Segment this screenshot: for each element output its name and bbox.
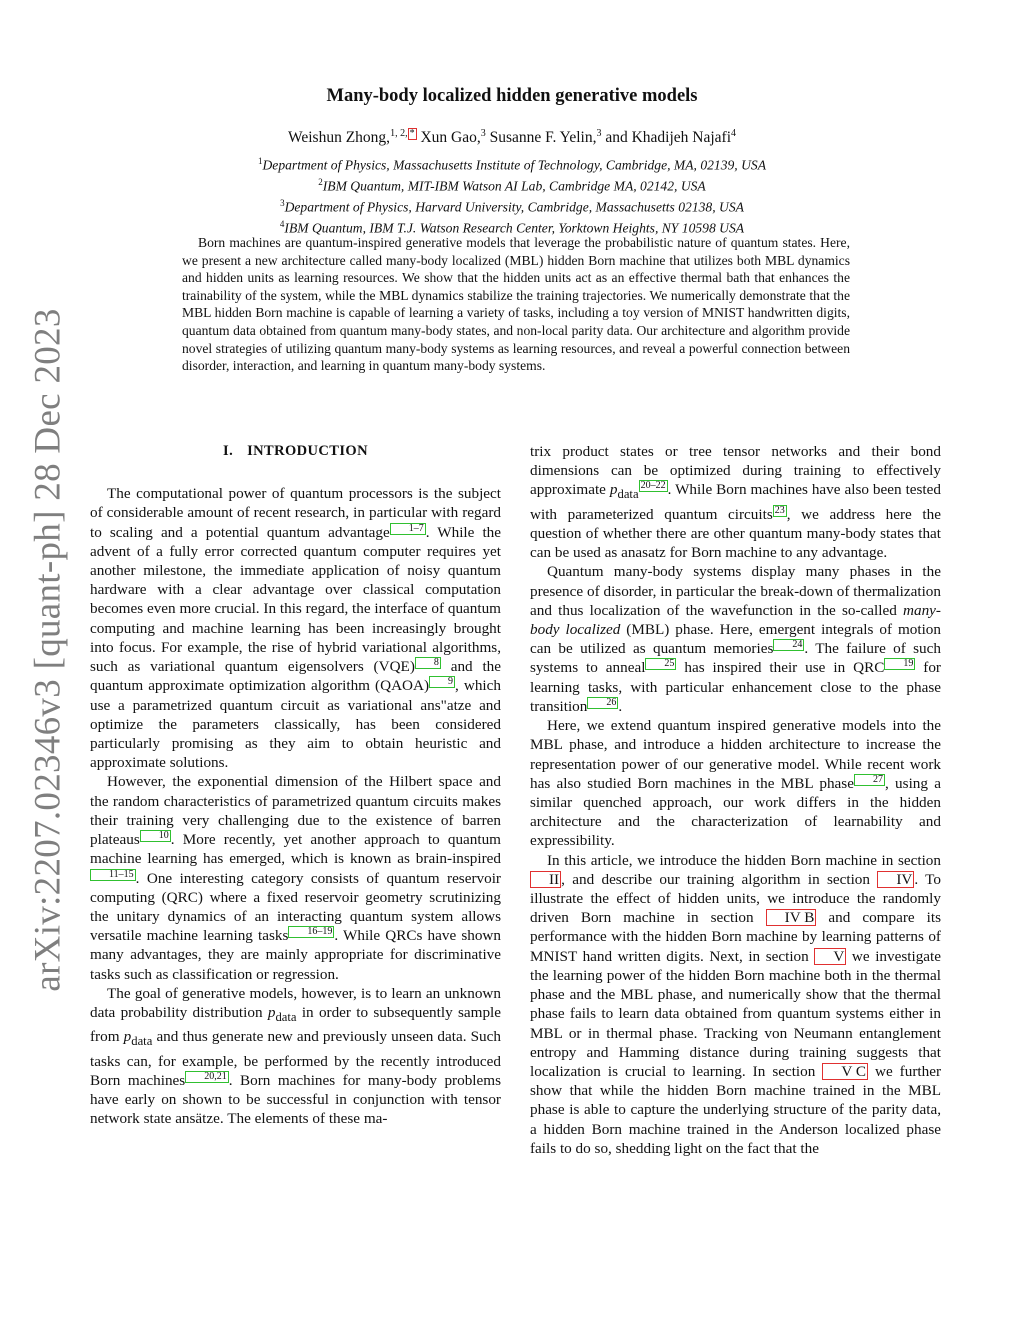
affiliation-line xyxy=(0,195,1024,216)
section-link[interactable]: V xyxy=(814,948,846,965)
text-run: , using a similar quenched approach, our work differs in the hidden architecture and the characterization of learnability and expressibility. xyxy=(530,774,942,850)
author-list xyxy=(0,128,1024,147)
emphasis-text: many-body localized xyxy=(530,601,941,638)
text-run: . More recently, yet another approach to quantum machine learning has emerged, which is known as brain-inspired xyxy=(90,831,501,868)
affiliation-sup: 4 xyxy=(279,219,285,230)
affiliation-line xyxy=(0,153,1024,174)
text-run: . The failure of such systems to anneal xyxy=(530,640,941,677)
text-run: Quantum many-body systems display many phases in the presence of disorder, in particular the break-down of thermalization and thus localization of the wavefunction in the so-called xyxy=(530,563,941,619)
affiliation-text: IBM Quantum, MIT-IBM Watson AI Lab, Cambridge MA, 02142, USA xyxy=(322,178,706,194)
corresponding-author-link[interactable]: * xyxy=(409,128,415,139)
author-name: Susanne F. Yelin, xyxy=(485,129,597,147)
text-run: in order to subsequently sample from xyxy=(90,1004,501,1046)
arxiv-stamp-container xyxy=(18,308,78,992)
author-name: Xun Gao, xyxy=(416,129,481,147)
affiliation-sup: 3 xyxy=(280,198,285,209)
citation-link[interactable]: 1–7 xyxy=(390,523,426,535)
citation-link[interactable]: 20–22 xyxy=(640,480,666,492)
author-affil-sup: 1, 2, xyxy=(390,128,408,139)
section-link[interactable]: II xyxy=(530,871,561,888)
affiliation-sup: 1 xyxy=(257,156,263,166)
text-run: However, the exponential dimension of the Hilbert space and the random characteristics of parametrized quantum circuits makes their training very challenging due to the existence of barren plateaus xyxy=(90,773,501,849)
citation-link[interactable]: 16–19 xyxy=(288,926,334,938)
text-run: The computational power of quantum processors is the subject of considerable amount of recent research, in particular with regard to scaling and a potential quantum advantage xyxy=(90,485,501,541)
text-run: , and describe our training algorithm in section xyxy=(561,870,878,888)
text-run: we investigate the learning power of the hidden Born machine both in the thermal phase and the MBL phase, and numerically show that the thermal phase fails to learn data obtained from quantum systems either in MBL or in thermal phase. Tracking von Neumann entanglement entropy and Hamming distance during training suggests that localization is crucial to learning. In section xyxy=(530,947,941,1080)
section-title: INTRODUCTION xyxy=(247,443,368,459)
affiliation-text: Department of Physics, Massachusetts Institute of Technology, Cambridge, MA, 02139, USA xyxy=(262,157,767,173)
text-run: and thus generate new and previously unseen data. Such tasks can, for example, be performed by the recently introduced Born machines xyxy=(90,1028,501,1089)
left-column xyxy=(90,442,501,1128)
paragraph xyxy=(90,984,501,1129)
text-run: (MBL) phase. Here, emergent integrals of motion can be utilized as quantum memories xyxy=(530,620,941,658)
math-symbol: p xyxy=(609,481,618,499)
citation-link[interactable]: 26 xyxy=(587,697,618,709)
math-symbol: p xyxy=(123,1028,132,1046)
paragraph xyxy=(90,484,501,772)
paragraph xyxy=(530,716,941,850)
author-name: and Khadijeh Najafi xyxy=(601,129,732,147)
paragraph xyxy=(90,772,501,983)
affiliation-list xyxy=(0,153,1024,238)
text-run: In this article, we introduce the hidden Born machine in section xyxy=(547,851,941,869)
math-subscript: data xyxy=(131,1034,153,1049)
citation-link[interactable]: 27 xyxy=(854,774,885,786)
text-run: we further show that while the hidden Born machine trained in the MBL phase is able to capture the underlying structure of the parity data, a hidden Born machine trained in the Anderson localized phase fails to do so, shedding light on the fact that the xyxy=(530,1062,942,1157)
right-column xyxy=(530,442,941,1158)
abstract: Born machines are quantum-inspired generative models that leverage the probabilistic nature of quantum states. Here, we present a new architecture called many-body localized (MBL) hidden Born machine that utilizes both MBL dynamics and hidden units as learning resources. We show that the hidden units act as an effective thermal bath that enhances the trainability of the system, while the MBL dynamics stabilize the training trajectories. We numerically demonstrate that the MBL hidden Born machine is capable of learning a variety of tasks, including a toy version of MNIST handwritten digits, quantum data obtained from quantum many-body states, and non-local parity data. Our architecture and algorithm provide novel strategies of utilizing quantum many-body systems as learning resources, and reveal a powerful connection between disorder, interaction, and learning in quantum many-body systems. xyxy=(182,235,850,374)
text-run: . One interesting category consists of quantum reservoir computing (QRC) where a fixed reservoir geometry scrutinizing the unitary dynamics of an interacting quantum system allows versatile machine learning tasks xyxy=(90,869,501,945)
text-run: . To illustrate the effect of hidden units, we introduce the randomly driven Born machine in section xyxy=(530,870,941,927)
text-run: . While the advent of a fully error corrected quantum computer requires yet another milestone, the immediate application of noisy quantum hardware with a clear advantage over classical computation becomes even more crucial. In this regard, the interface of quantum computing and machine learning has been increasingly brought into focus. For example, the rise of hybrid variational algorithms, such as variational quantum eigensolvers (VQE) xyxy=(90,523,502,676)
text-run: . xyxy=(618,697,623,715)
text-run: . Born machines for many-body problems have early on shown to be successful in conjunction with tensor network state ansätze. The elements of these ma- xyxy=(90,1071,501,1128)
math-subscript: data xyxy=(275,1010,297,1025)
text-run: has inspired their use in QRC xyxy=(676,659,885,677)
paragraph xyxy=(530,562,941,716)
citation-link[interactable]: 23 xyxy=(774,504,785,516)
text-run: The goal of generative models, however, is to learn an unknown data probability distribution xyxy=(90,984,501,1022)
section-link[interactable]: V C xyxy=(822,1063,868,1080)
paragraph xyxy=(530,851,941,1158)
text-run: for learning tasks, with particular enhancement close to the phase transition xyxy=(530,659,941,715)
affiliation-line xyxy=(0,174,1024,195)
affiliation-text: IBM Quantum, IBM T.J. Watson Research Center, Yorktown Heights, NY 10598 USA xyxy=(284,220,745,236)
citation-link[interactable]: 8 xyxy=(415,657,441,669)
section-link[interactable]: IV xyxy=(877,871,914,888)
author-affil-sup: 3 xyxy=(596,128,602,139)
affiliation-sup: 2 xyxy=(318,177,323,188)
text-run: and compare its performance with the hidden Born machine by learning patterns of MNIST hand written digits. Next, in section xyxy=(530,909,941,965)
text-run: Here, we extend quantum inspired generative models into the MBL phase, and introduce a hidden architecture to increase the representation power of our generative model. While recent work has also studied Born machines in the MBL phase xyxy=(530,717,941,792)
text-run: trix product states or tree tensor networks and their bond dimensions can be optimized during training to effectively approximate xyxy=(530,443,941,499)
math-subscript: data xyxy=(617,487,639,502)
paragraph xyxy=(530,442,941,562)
section-link[interactable]: IV B xyxy=(766,909,817,926)
author-name: Weishun Zhong, xyxy=(287,129,391,147)
text-run: . While QRCs have shown many advantages, they are mainly appropriate for discriminative tasks such as classification or regression. xyxy=(90,927,501,983)
text-run: . While Born machines have also been tested with parameterized quantum circuits xyxy=(530,481,941,523)
affiliation-text: Department of Physics, Harvard University, Cambridge, Massachusetts 02138, USA xyxy=(284,199,744,215)
citation-link[interactable]: 20,21 xyxy=(185,1071,229,1083)
author-affil-sup: 3 xyxy=(480,128,486,139)
citation-link[interactable]: 24 xyxy=(773,639,804,651)
section-number: I. xyxy=(223,443,234,459)
arxiv-stamp: arXiv:2207.02346v3 [quant-ph] 28 Dec 2023 xyxy=(27,308,69,992)
text-run: , which use a parametrized quantum circuit as variational ans"atze and optimize the parameters classically, has been considered particularly promising as they aim to obtain heuristic and approximate solutions. xyxy=(90,677,501,772)
citation-link[interactable]: 25 xyxy=(645,658,676,670)
citation-link[interactable]: 11–15 xyxy=(90,869,136,881)
section-heading xyxy=(90,442,501,461)
paper-title: Many-body localized hidden generative models xyxy=(326,86,698,106)
author-affil-sup: 4 xyxy=(731,128,737,139)
citation-link[interactable]: 9 xyxy=(429,676,455,688)
citation-link[interactable]: 19 xyxy=(884,658,915,670)
text-run: and the quantum approximate optimization algorithm (QAOA) xyxy=(90,658,501,695)
math-symbol: p xyxy=(267,1004,276,1022)
citation-link[interactable]: 10 xyxy=(140,830,171,842)
text-run: , we address here the question of whether there are other quantum many-body states that can be used as anasatz for Born machine to any advantage. xyxy=(530,505,941,562)
